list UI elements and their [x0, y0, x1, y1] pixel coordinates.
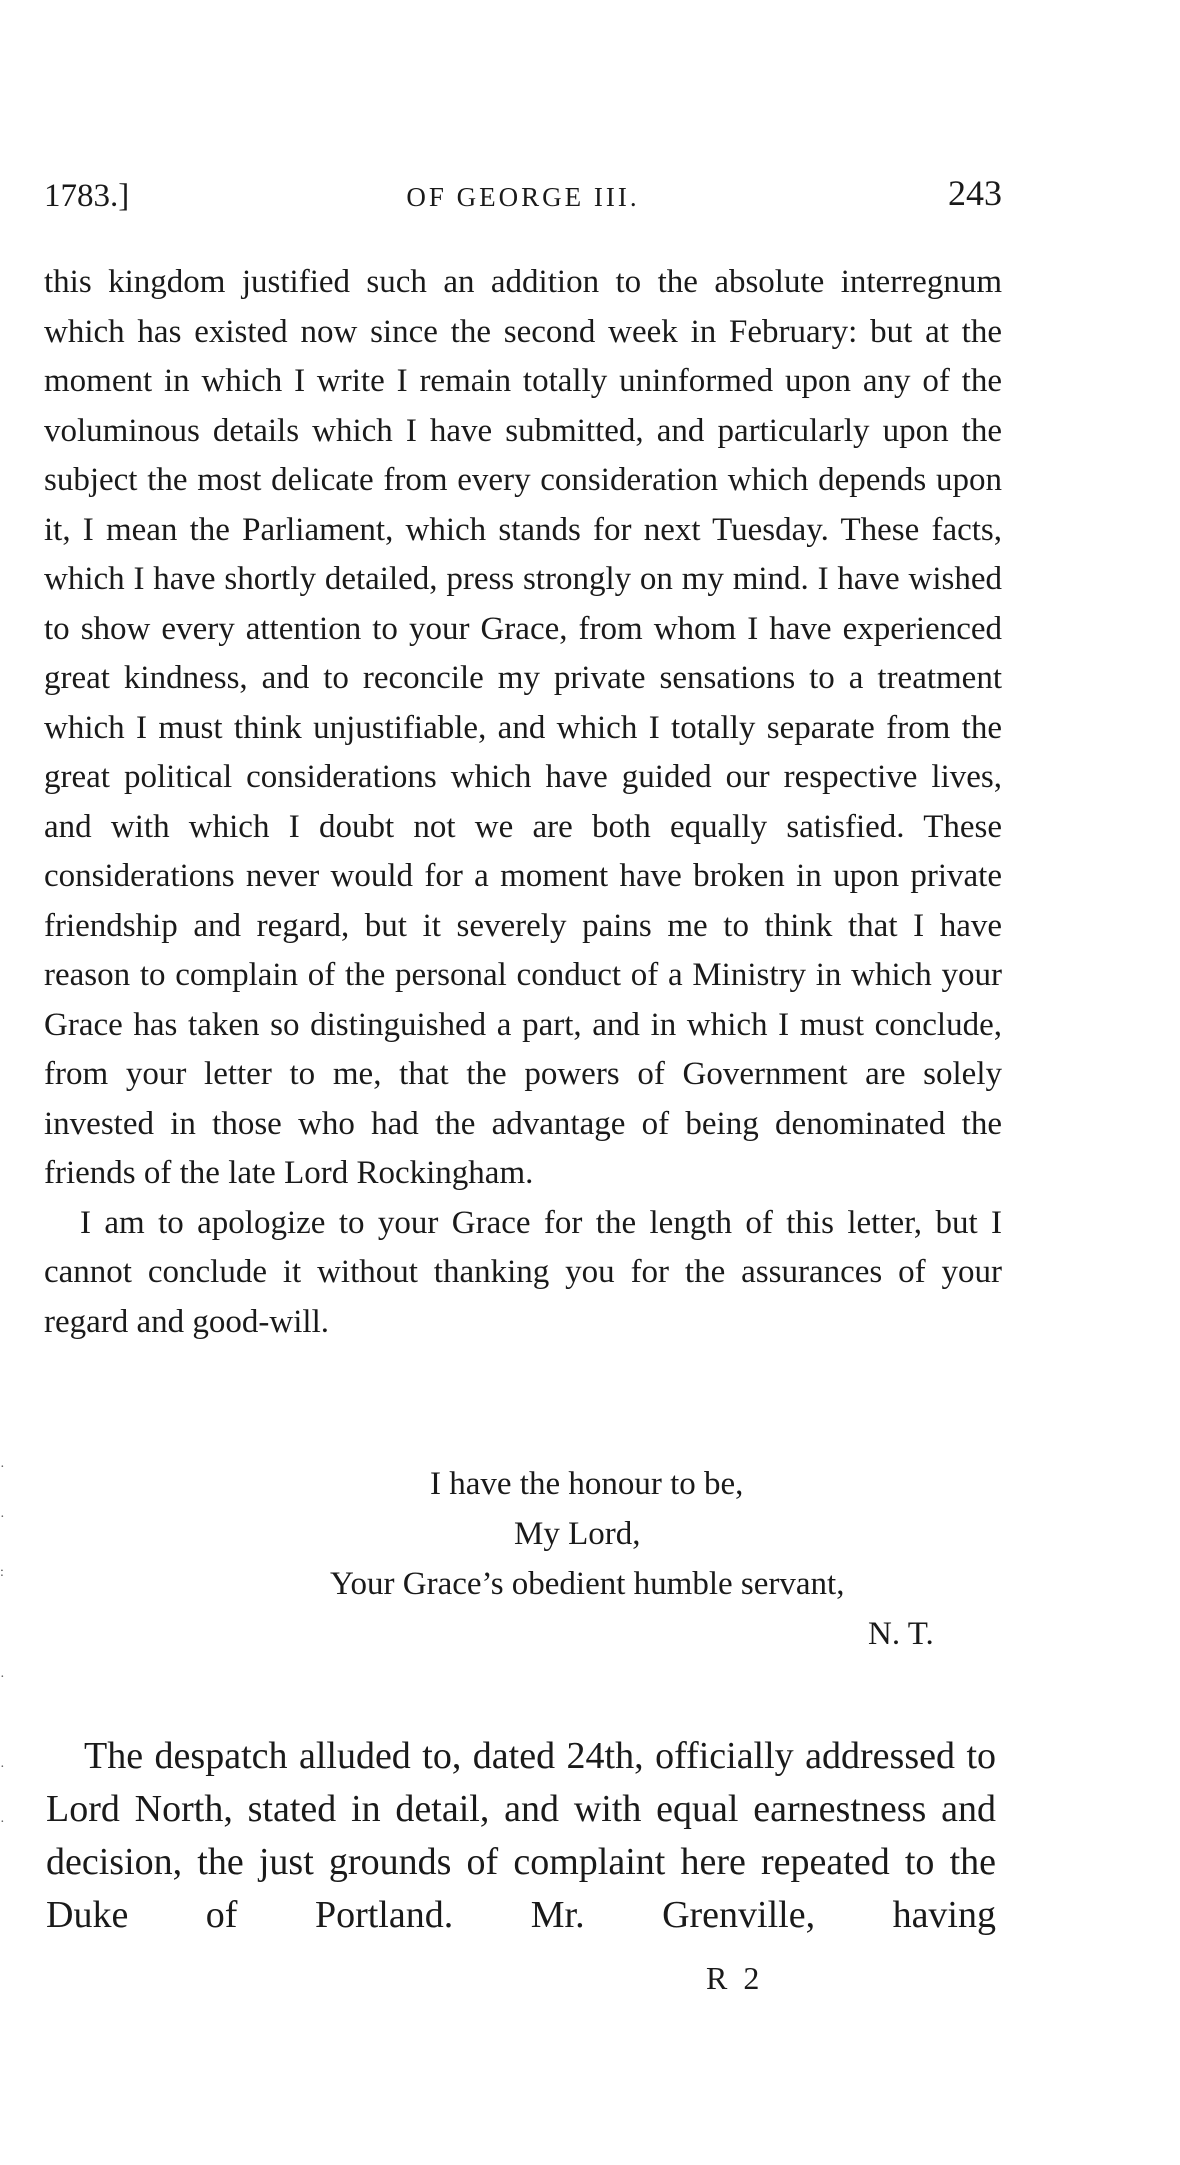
running-head: [44, 172, 1002, 222]
margin-speck: ·: [0, 1510, 5, 1525]
signature: N. T.: [868, 1616, 934, 1652]
closing-salutation: My Lord,: [514, 1516, 641, 1552]
header-year: 1783.]: [44, 178, 130, 214]
printer-signature-mark: R 2: [706, 1960, 764, 1996]
closing-line: Your Grace’s obedient humble servant,: [330, 1566, 845, 1602]
letter-body: [44, 258, 1002, 1347]
header-title: OF GEORGE III.: [406, 182, 640, 212]
paragraph: this kingdom justified such an addition to the absolute interregnum which has existed now since the second week in February: but at the moment in which I write I remain totally uninformed upon any of the voluminous details which I have submitted, and particularly upon the subject the most delicate from every consideration which depends upon it, I mean the Parliament, which stands for next Tuesday. These facts, which I have shortly detailed, press strongly on my mind. I have wished to show every attention to your Grace, from whom I have experienced great kindness, and to reconcile my private sensations to a treatment which I must think unjustifiable, and which I totally separate from the great political considerations which have guided our respective lives, and with which I doubt not we are both equally satisfied. These considerations never would for a moment have broken in upon private friendship and regard, but it severely pains me to think that I have reason to complain of the personal conduct of a Ministry in which your Grace has taken so distinguished a part, and in which I must conclude, from your letter to me, that the powers of Government are solely invested in those who had the advantage of being denominated the friends of the late Lord Rockingham.: [44, 264, 1002, 1191]
margin-speck: ·: [0, 1815, 5, 1830]
margin-speck: ·: [0, 1760, 5, 1775]
margin-speck: ·: [0, 1460, 5, 1475]
margin-speck: ·: [0, 1670, 5, 1685]
narrative-section: [46, 1730, 996, 1942]
page-number: 243: [948, 173, 1002, 213]
narrative-paragraph: The despatch alluded to, dated 24th, officially addressed to Lord North, stated in detail, and with equal earnestness and decision, the just grounds of complaint here repeated to the Duke of Portland. Mr. Grenville, having: [46, 1735, 996, 1936]
paragraph: I am to apologize to your Grace for the length of this letter, but I cannot conclude it without thanking you for the assurances of your regard and good-will.: [44, 1204, 1002, 1340]
margin-speck: :: [0, 1565, 4, 1580]
closing-line: I have the honour to be,: [430, 1466, 744, 1502]
